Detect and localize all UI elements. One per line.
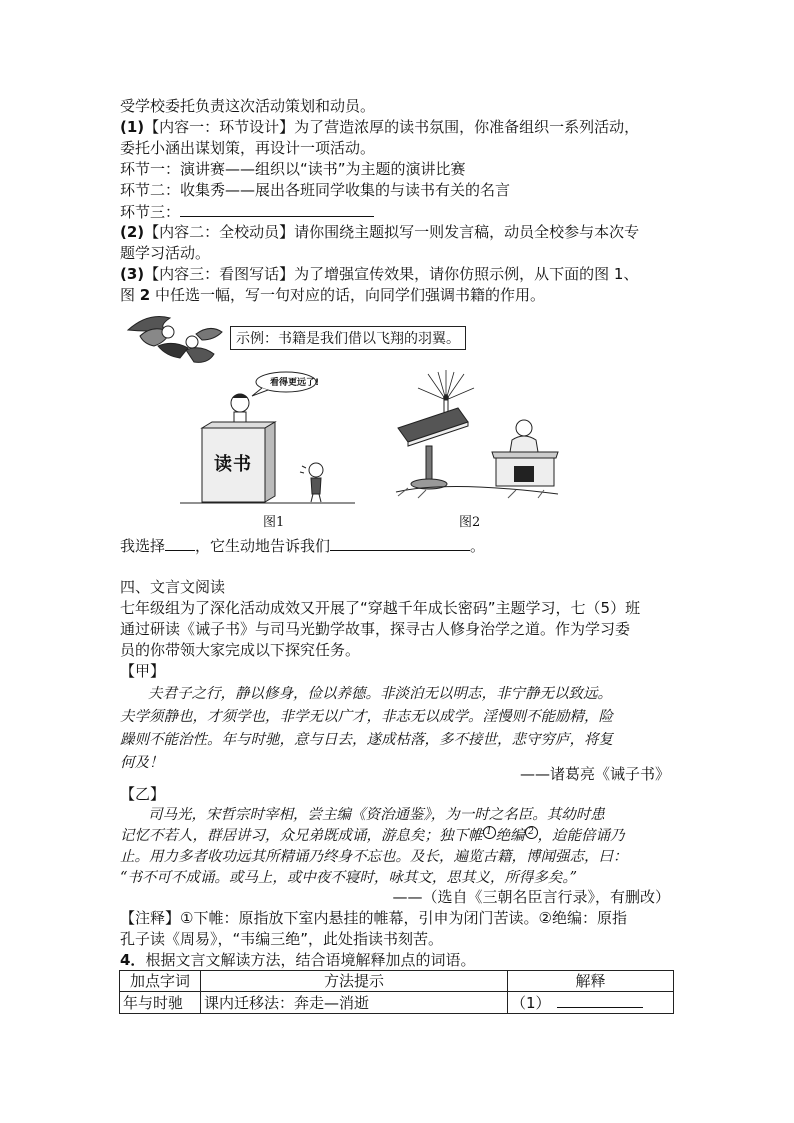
table-header: 方法提示 (201, 971, 508, 992)
notes-line: 孔子读《周易》，“韦编三绝”，此处指读书刻苦。 (120, 930, 444, 948)
speech-bubble-text: 看得更远了! (270, 378, 320, 388)
passage-yi-line: 止。用力多者收功远其所精诵乃终身不忘也。及长，遍览古籍，博闻强志，曰： (120, 849, 628, 865)
passage-label-yi: 【乙】 (120, 785, 166, 803)
text-fragment: 图 (120, 286, 140, 304)
step-3-label: 环节三： (120, 203, 181, 221)
passage-jia-line: 夫学须静也，才须学也，非学无以广才，非志无以成学。淫慢则不能励精，险 (120, 709, 613, 725)
question-text (120, 285, 545, 305)
step-1: 环节一：演讲赛——组织以“读书”为主题的演讲比赛 (120, 160, 466, 178)
table-header: 解释 (508, 971, 674, 992)
passage-yi-line (120, 826, 625, 846)
question-number: (2) (120, 223, 145, 241)
passage-yi-line: “书不可不成诵。或马上，或中夜不寝时，咏其文，思其义，所得多矣。” (120, 870, 578, 886)
intro-line: 受学校委托负责这次活动策划和动员。 (120, 97, 376, 115)
vocab-table (119, 970, 674, 1014)
figure-2-caption: 图2 (459, 515, 481, 530)
choice-blank[interactable] (165, 535, 195, 551)
passage-jia-line: 夫君子之行，静以修身，俭以养德。非淡泊无以明志，非宁静无以致远。 (148, 686, 612, 702)
answer-blank[interactable] (330, 535, 470, 551)
question-number: (3) (120, 265, 145, 283)
table-header: 加点字词 (120, 971, 201, 992)
passage-yi-source: ——（选自《三朝名臣言行录》，有删改） (392, 888, 670, 906)
question-text: 【内容一：环节设计】为了营造浓厚的读书氛围，你准备组织一系列活动， (144, 118, 640, 136)
text-fragment: 记忆不若人，群居讲习，众兄弟既成诵，游息矣；独下帷 (120, 828, 483, 844)
flying-children-illustration (118, 310, 228, 368)
question-text: 委托小涵出谋划策，再设计一项活动。 (120, 139, 376, 157)
note-marker: 1 (483, 826, 496, 839)
text-fragment: 我选择 (120, 537, 166, 555)
question-text: 题学习活动。 (120, 244, 211, 262)
question-2 (120, 222, 639, 242)
item-number: （1） (511, 994, 551, 1012)
question-3 (120, 264, 638, 284)
figure-2-illustration (388, 368, 568, 508)
figure-1-caption: 图1 (263, 515, 285, 530)
figure-number: 2 (139, 286, 151, 304)
question-text: 根据文言文解读方法，结合语境解释加点的词语。 (145, 951, 476, 969)
answer-line (120, 535, 485, 556)
table-cell: 年与时驰 (120, 992, 201, 1014)
passage-jia-line: 躁则不能治性。年与时驰，意与日去，遂成枯落，多不接世，悲守穷庐，将复 (120, 732, 613, 748)
answer-blank[interactable] (180, 201, 374, 217)
table-header-row (120, 971, 674, 992)
book-label: 读书 (214, 454, 252, 475)
step-2: 环节二：收集秀——展出各班同学收集的与读书有关的名言 (120, 181, 511, 199)
question-4 (120, 950, 475, 970)
question-number: 4． (120, 951, 146, 969)
text-fragment: 绝编：原指 (551, 909, 627, 927)
text-fragment: 绝编 (495, 828, 525, 844)
notes-label: 【注释】 (120, 909, 181, 927)
step-3 (120, 201, 374, 222)
passage-jia-line: 何及！ (120, 755, 164, 771)
question-1 (120, 117, 639, 137)
table-row (120, 992, 674, 1014)
text-fragment: ，迨能倍诵乃 (537, 828, 625, 844)
table-cell: 课内迁移法：奔走—消逝 (201, 992, 508, 1014)
text-fragment: 下帷：原指放下室内悬挂的帷幕，引申为闭门苦读。 (193, 909, 539, 927)
paragraph-line: 员的你带领大家完成以下探究任务。 (120, 641, 361, 659)
note-marker: ② (538, 909, 552, 927)
notes-line (120, 908, 627, 928)
text-fragment: 。 (470, 537, 486, 555)
note-marker: ① (180, 909, 194, 927)
answer-cell[interactable] (508, 992, 674, 1014)
question-text: 【内容三：看图写话】为了增强宣传效果，请你仿照示例，从下面的图 1、 (144, 265, 639, 283)
text-fragment: ，它生动地告诉我们 (195, 537, 331, 555)
figure-1-illustration (180, 368, 360, 508)
question-number: (1) (120, 118, 145, 136)
passage-label-jia: 【甲】 (120, 662, 166, 680)
note-marker: 2 (525, 826, 538, 839)
example-box: 示例：书籍是我们借以飞翔的羽翼。 (230, 326, 466, 350)
section-heading: 四、文言文阅读 (120, 578, 226, 596)
text-fragment: 中任选一幅，写一句对应的话，向同学们强调书籍的作用。 (150, 286, 545, 304)
paragraph-line: 七年级组为了深化活动成效又开展了“穿越千年成长密码”主题学习，七（5）班 (120, 599, 641, 617)
passage-jia-source: ——诸葛亮《诫子书》 (519, 765, 670, 783)
answer-blank[interactable] (557, 992, 643, 1008)
paragraph-line: 通过研读《诫子书》与司马光勤学故事，探寻古人修身治学之道。作为学习委 (120, 620, 631, 638)
question-text: 【内容二：全校动员】请你围绕主题拟写一则发言稿，动员全校参与本次专 (144, 223, 640, 241)
passage-yi-line: 司马光，宋哲宗时宰相，尝主编《资治通鉴》，为一时之名臣。其幼时患 (148, 807, 605, 823)
